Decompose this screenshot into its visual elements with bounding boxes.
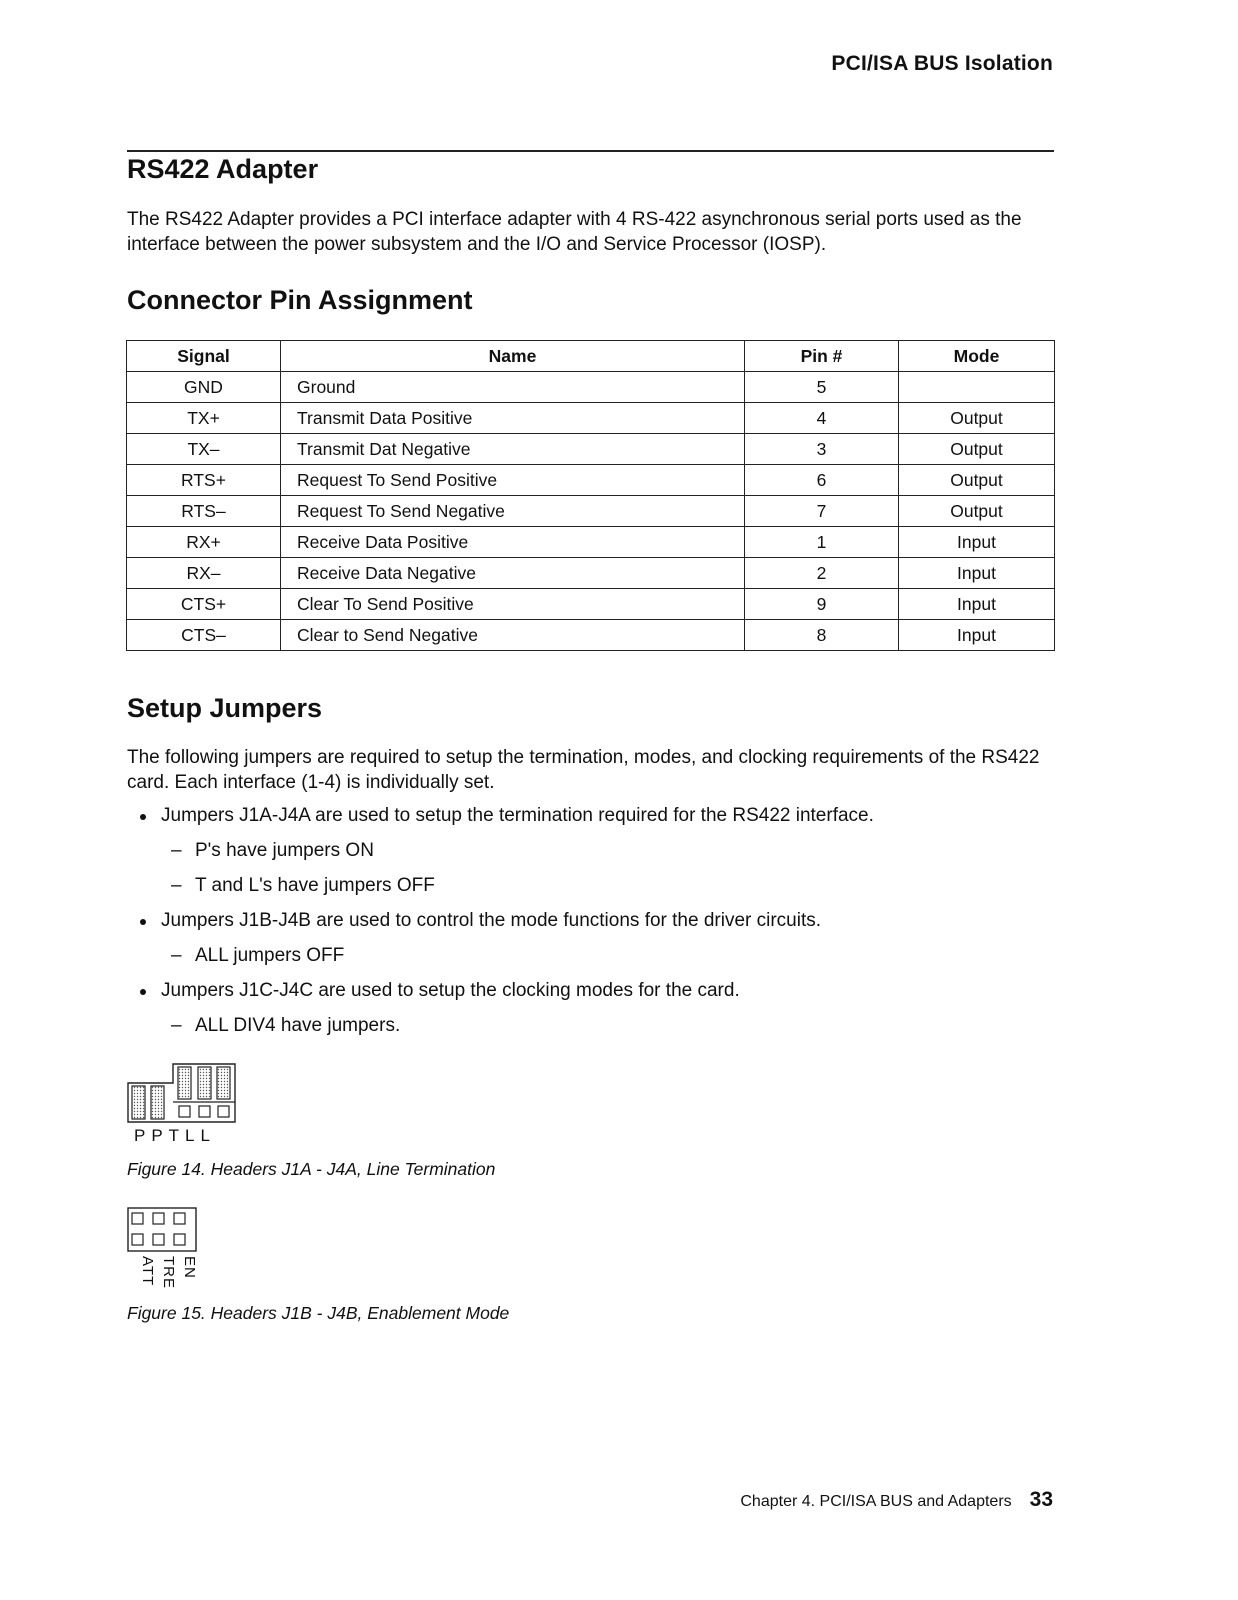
header-pin: Pin # xyxy=(745,341,899,372)
name-cell: Receive Data Positive xyxy=(281,527,745,558)
signal-cell: TX– xyxy=(127,434,281,465)
signal-cell: RTS– xyxy=(127,496,281,527)
mode-cell: Input xyxy=(899,589,1055,620)
name-cell: Clear to Send Negative xyxy=(281,620,745,651)
table-row xyxy=(127,589,1055,620)
name-cell: Transmit Data Positive xyxy=(281,403,745,434)
sub-list-item: – T and L's have jumpers OFF xyxy=(161,873,874,899)
sub-list-item: – P's have jumpers ON xyxy=(161,838,874,864)
table-header-row xyxy=(127,341,1055,372)
figure-15-caption: Figure 15. Headers J1B - J4B, Enablement Mode xyxy=(127,1303,510,1323)
figure-14-diagram xyxy=(127,1062,247,1146)
signal-cell: GND xyxy=(127,372,281,403)
mode-cell: Input xyxy=(899,527,1055,558)
pin-cell: 7 xyxy=(745,496,899,527)
sub-list xyxy=(161,943,874,969)
jumper-bullet-list xyxy=(127,803,874,1048)
sub-list-item: – ALL DIV4 have jumpers. xyxy=(161,1013,874,1039)
sub-list xyxy=(161,838,874,899)
table-row xyxy=(127,465,1055,496)
figure-15-label-en: EN xyxy=(181,1256,198,1279)
section-title: RS422 Adapter xyxy=(127,154,319,184)
table-row xyxy=(127,620,1055,651)
name-cell: Ground xyxy=(281,372,745,403)
jumper-paragraph: The following jumpers are required to setup the termination, modes, and clocking requirements of the RS422 card. Each interface (1-4) is individually set. xyxy=(127,747,1040,793)
table-row xyxy=(127,434,1055,465)
signal-cell: RX+ xyxy=(127,527,281,558)
name-cell: Transmit Dat Negative xyxy=(281,434,745,465)
intro-paragraph: The RS422 Adapter provides a PCI interface adapter with 4 RS-422 asynchronous serial ports used as the interface between the power subsystem and the I/O and Service Processor (IOSP). xyxy=(127,209,1022,255)
jumper-section-title: Setup Jumpers xyxy=(127,693,323,723)
mode-cell: Input xyxy=(899,620,1055,651)
name-cell: Receive Data Negative xyxy=(281,558,745,589)
table-row xyxy=(127,403,1055,434)
signal-cell: RX– xyxy=(127,558,281,589)
mode-cell: Input xyxy=(899,558,1055,589)
signal-cell: CTS– xyxy=(127,620,281,651)
figure-15-diagram xyxy=(127,1207,207,1289)
pin-cell: 6 xyxy=(745,465,899,496)
signal-cell: RTS+ xyxy=(127,465,281,496)
figure-15-label-tre: TRE xyxy=(160,1256,177,1289)
signal-cell: TX+ xyxy=(127,403,281,434)
footer-chapter: Chapter 4. PCI/ISA BUS and Adapters xyxy=(740,1493,1012,1510)
mode-cell: Output xyxy=(899,465,1055,496)
header-rule xyxy=(127,150,1054,152)
table-row xyxy=(127,496,1055,527)
table-row xyxy=(127,372,1055,403)
pin-cell: 5 xyxy=(745,372,899,403)
list-item xyxy=(127,978,874,1039)
pin-section-title: Connector Pin Assignment xyxy=(127,285,473,315)
figure-15-label-att: ATT xyxy=(139,1256,156,1287)
pin-cell: 9 xyxy=(745,589,899,620)
mode-cell: Output xyxy=(899,434,1055,465)
list-item xyxy=(127,908,874,969)
name-cell: Clear To Send Positive xyxy=(281,589,745,620)
pin-cell: 4 xyxy=(745,403,899,434)
pin-cell: 1 xyxy=(745,527,899,558)
pin-cell: 2 xyxy=(745,558,899,589)
table-row xyxy=(127,558,1055,589)
bullet-text: Jumpers J1B-J4B are used to control the mode functions for the driver circuits. xyxy=(161,910,822,931)
page-number: 33 xyxy=(1029,1488,1053,1511)
mode-cell xyxy=(899,372,1055,403)
sub-list-item: – ALL jumpers OFF xyxy=(161,943,874,969)
table-row xyxy=(127,527,1055,558)
pin-cell: 3 xyxy=(745,434,899,465)
name-cell: Request To Send Negative xyxy=(281,496,745,527)
pin-assignment-table xyxy=(126,340,1055,651)
bullet-text: Jumpers J1C-J4C are used to setup the clocking modes for the card. xyxy=(161,980,740,1001)
pin-cell: 8 xyxy=(745,620,899,651)
name-cell: Request To Send Positive xyxy=(281,465,745,496)
figure-14-pin-labels: PPTLL xyxy=(134,1126,216,1145)
page-footer xyxy=(740,1488,1053,1512)
running-head: PCI/ISA BUS Isolation xyxy=(831,52,1053,75)
mode-cell: Output xyxy=(899,403,1055,434)
header-mode: Mode xyxy=(899,341,1055,372)
mode-cell: Output xyxy=(899,496,1055,527)
figure-14-caption: Figure 14. Headers J1A - J4A, Line Termination xyxy=(127,1159,496,1179)
list-item xyxy=(127,803,874,899)
header-signal: Signal xyxy=(127,341,281,372)
header-name: Name xyxy=(281,341,745,372)
sub-list xyxy=(161,1013,874,1039)
signal-cell: CTS+ xyxy=(127,589,281,620)
bullet-text: Jumpers J1A-J4A are used to setup the termination required for the RS422 interface. xyxy=(161,805,874,826)
